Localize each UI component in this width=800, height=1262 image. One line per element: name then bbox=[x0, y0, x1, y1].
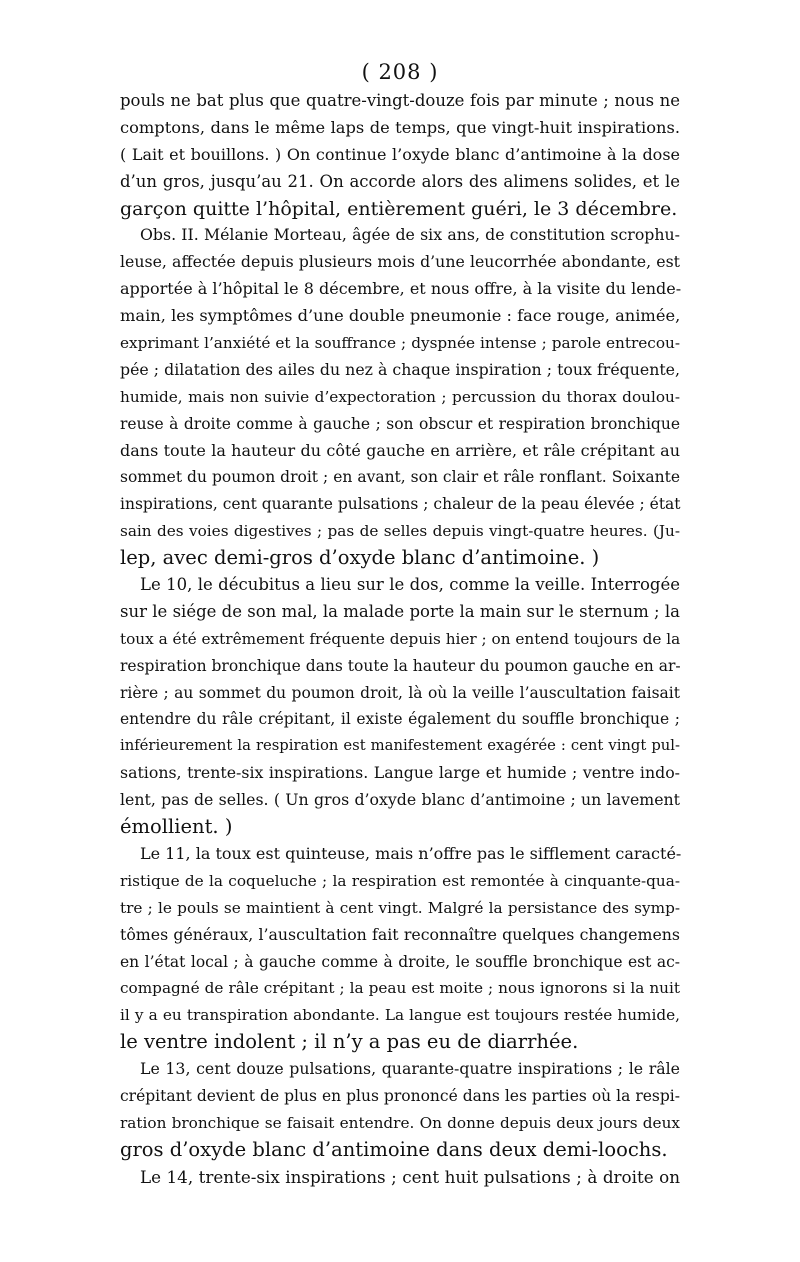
body-text bbox=[120, 88, 680, 1191]
text-line: ration bronchique se faisait entendre. On donne depuis deux jours deux bbox=[120, 1113, 680, 1132]
text-line: lep, avec demi-gros d’oxyde blanc d’antimoine. ) bbox=[120, 546, 600, 570]
text-line: il y a eu transpiration abondante. La langue est toujours restée humide, bbox=[120, 1006, 680, 1025]
text-line: sur le siége de son mal, la malade porte la main sur le sternum ; la bbox=[120, 601, 680, 621]
text-line: comptons, dans le même laps de temps, que vingt-huit inspirations. bbox=[120, 117, 680, 137]
text-line: pée ; dilatation des ailes du nez à chaque inspiration ; toux fréquente, bbox=[120, 359, 680, 379]
text-line: Obs. II. Mélanie Morteau, âgée de six ans, de constitution scrophu- bbox=[140, 225, 680, 245]
text-line: lent, pas de selles. ( Un gros d’oxyde blanc d’antimoine ; un lavement bbox=[120, 790, 680, 810]
text-line: inspirations, cent quarante pulsations ; chaleur de la peau élevée ; état bbox=[120, 495, 681, 514]
text-line: ristique de la coqueluche ; la respiration est remontée à cinquante-qua- bbox=[120, 871, 680, 890]
text-line: exprimant l’anxiété et la souffrance ; dyspnée intense ; parole entrecou- bbox=[120, 334, 680, 353]
text-line: pouls ne bat plus que quatre-vingt-douze fois par minute ; nous ne bbox=[120, 91, 680, 110]
text-line: sations, trente-six inspirations. Langue large et humide ; ventre indo- bbox=[120, 763, 680, 783]
text-line: rière ; au sommet du poumon droit, là où la veille l’auscultation faisait bbox=[120, 683, 680, 702]
text-line: reuse à droite comme à gauche ; son obscur et respiration bronchique bbox=[120, 414, 680, 433]
text-line: compagné de râle crépitant ; la peau est moite ; nous ignorons si la nuit bbox=[120, 979, 680, 998]
text-line: d’un gros, jusqu’au 21. On accorde alors des alimens solides, et le bbox=[120, 171, 680, 191]
text-line: en l’état local ; à gauche comme à droite, le souffle bronchique est ac- bbox=[120, 952, 680, 971]
text-line: sain des voies digestives ; pas de selles depuis vingt-quatre heures. (Ju- bbox=[120, 522, 680, 541]
text-line: tômes généraux, l’auscultation fait reconnaître quelques changemens bbox=[120, 924, 680, 944]
text-line: ( Lait et bouillons. ) On continue l’oxyde blanc d’antimoine à la dose bbox=[120, 144, 680, 164]
text-line: inférieurement la respiration est manifestement exagérée : cent vingt pul- bbox=[120, 737, 680, 755]
text-line: crépitant devient de plus en plus prononcé dans les parties où la respi- bbox=[120, 1086, 680, 1105]
text-line: main, les symptômes d’une double pneumonie : face rouge, animée, bbox=[120, 306, 681, 326]
text-line: respiration bronchique dans toute la hauteur du poumon gauche en ar- bbox=[120, 656, 681, 675]
text-line: entendre du râle crépitant, il existe également du souffle bronchique ; bbox=[120, 710, 680, 729]
text-line: sommet du poumon droit ; en avant, son clair et râle ronflant. Soixante bbox=[120, 468, 680, 487]
text-line: apportée à l’hôpital le 8 décembre, et nous offre, à la visite du lende- bbox=[120, 279, 682, 299]
text-line: Le 10, le décubitus a lieu sur le dos, comme la veille. Interrogée bbox=[140, 575, 680, 595]
text-line: le ventre indolent ; il n’y a pas eu de diarrhée. bbox=[120, 1030, 579, 1054]
text-line: leuse, affectée depuis plusieurs mois d’une leucorrhée abondante, est bbox=[120, 252, 680, 272]
text-line: humide, mais non suivie d’expectoration ; percussion du thorax doulou- bbox=[120, 387, 680, 406]
text-line: Le 14, trente-six inspirations ; cent huit pulsations ; à droite on bbox=[140, 1166, 680, 1187]
text-line: dans toute la hauteur du côté gauche en arrière, et râle crépitant au bbox=[120, 440, 680, 460]
text-line: toux a été extrêmement fréquente depuis hier ; on entend toujours de la bbox=[120, 629, 681, 648]
text-line: gros d’oxyde blanc d’antimoine dans deux demi-loochs. bbox=[120, 1137, 668, 1161]
text-line: garçon quitte l’hôpital, entièrement guéri, le 3 décembre. bbox=[120, 197, 678, 220]
text-line: Le 13, cent douze pulsations, quarante-quatre inspirations ; le râle bbox=[140, 1059, 680, 1079]
page-number: ( 208 ) bbox=[361, 60, 439, 84]
text-line: tre ; le pouls se maintient à cent vingt. Malgré la persistance des symp- bbox=[120, 898, 680, 917]
text-line: Le 11, la toux est quinteuse, mais n’offre pas le sifflement caracté- bbox=[140, 843, 682, 863]
text-line: émollient. ) bbox=[120, 815, 233, 839]
